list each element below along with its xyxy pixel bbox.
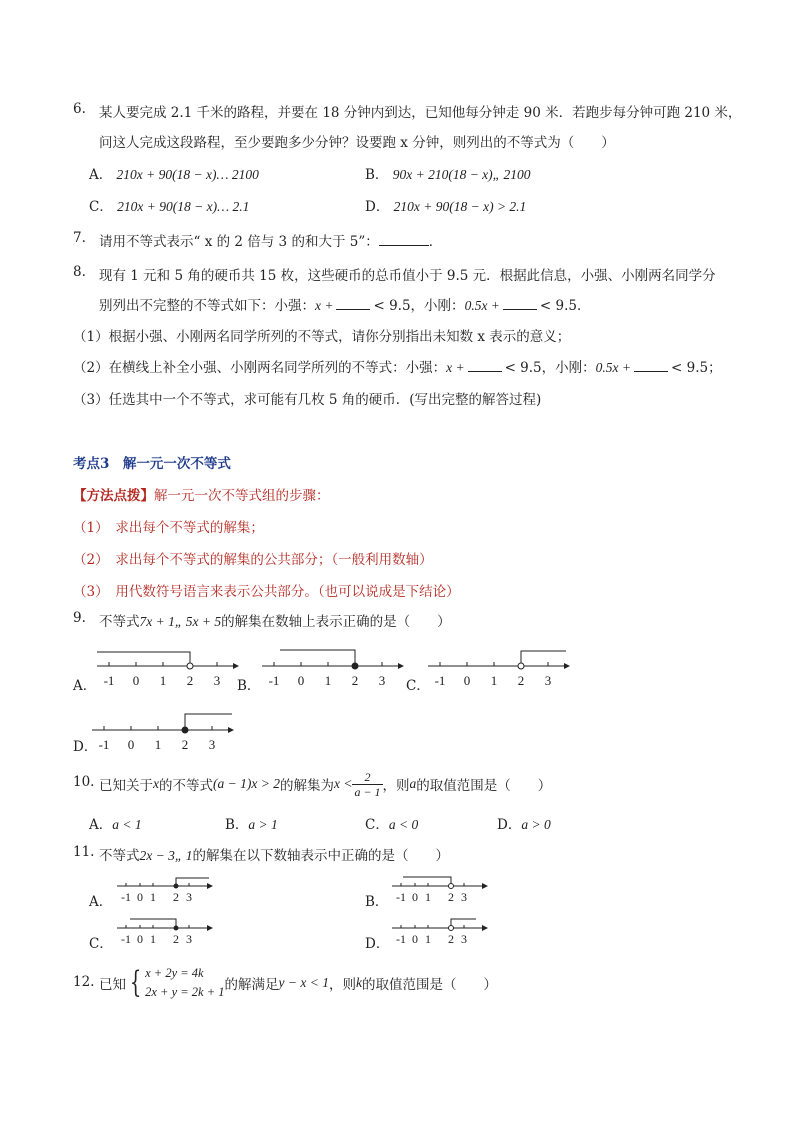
method-tip — [73, 484, 330, 504]
q11-inequality: 2x − 3„ 1 — [139, 848, 193, 863]
option-label: B． — [365, 167, 389, 183]
tick-label: 3 — [461, 890, 467, 904]
q8-sub2-part: < 9.5； — [671, 360, 722, 376]
option-text: 210x + 90(18 − x)… 2.1 — [117, 199, 250, 214]
axis-arrow-icon — [482, 883, 488, 889]
tick-label: 0 — [297, 673, 305, 688]
option-label: C． — [365, 817, 389, 833]
axis-arrow-icon — [207, 883, 213, 889]
tick-label: 2 — [186, 673, 194, 688]
q9-number-line-b[interactable] — [260, 640, 405, 690]
q10-text-part: 的不等式 — [159, 778, 213, 794]
answer-blank[interactable] — [336, 309, 370, 310]
option-text: 210x + 90(18 − x) > 2.1 — [393, 199, 527, 214]
tick-label: 1 — [324, 673, 332, 688]
q7-end: ． — [428, 234, 443, 250]
tick-label: 2 — [351, 673, 359, 688]
tip-label: 【方法点拨】 — [73, 488, 154, 504]
axis-arrow-icon — [564, 663, 570, 669]
solution-bracket — [185, 714, 232, 730]
tick-label: -1 — [434, 673, 446, 688]
q9-number: 9. — [73, 610, 86, 626]
q12-condition: y − x < 1 — [278, 975, 330, 990]
q12-number: 12. — [73, 974, 95, 990]
equation-2: 2x + y = 2k + 1 — [145, 985, 225, 999]
open-point — [187, 663, 193, 669]
tick-label: -1 — [121, 932, 131, 946]
tick-label: 3 — [186, 890, 192, 904]
q11-number-line-d[interactable] — [390, 914, 490, 946]
option-text: a > 0 — [521, 817, 551, 832]
q9-option-b-label[interactable]: B． — [237, 678, 261, 694]
q10-solution: x < — [333, 776, 353, 791]
solution-bracket — [521, 651, 566, 666]
q10-text-part: 的取值范围是（ ） — [416, 778, 552, 794]
q8-sub3: （3）任选其中一个不等式，求可能有几枚 5 角的硬币．(写出完整的解答过程) — [73, 392, 542, 408]
option-label: C． — [89, 199, 113, 215]
q8-sub2-expr: x + — [446, 360, 465, 375]
q11-option-c-label[interactable]: C． — [89, 936, 113, 952]
system-brace-icon: { — [129, 965, 142, 1000]
tick-label: -1 — [268, 673, 280, 688]
q9-number-line-d[interactable] — [90, 704, 235, 754]
q8-number: 8. — [73, 264, 86, 280]
tick-label: 0 — [137, 932, 143, 946]
axis-arrow-icon — [207, 925, 213, 931]
q11-number: 11. — [73, 844, 95, 860]
q6-option-b[interactable] — [365, 163, 531, 183]
option-label: A． — [89, 167, 113, 183]
tick-label: 2 — [181, 737, 189, 752]
q6-text-line1: 某人要完成 2.1 千米的路程，并要在 18 分钟内到达，已知他每分钟走 90 米．若跑步每分钟可跑 210 米， — [99, 105, 742, 121]
solution-bracket — [403, 877, 451, 886]
q12-text — [99, 962, 497, 1004]
q10-var: x — [153, 776, 159, 791]
tick-label: 2 — [173, 890, 179, 904]
q6-number: 6. — [73, 101, 86, 117]
tick-label: 0 — [412, 890, 418, 904]
ticks — [109, 662, 217, 666]
tick-label: 2 — [448, 932, 454, 946]
option-text: 90x + 210(18 − x)„ 2100 — [392, 167, 531, 182]
q11-number-line-a[interactable] — [115, 872, 215, 904]
tick-label: -1 — [121, 890, 131, 904]
q10-var: a — [409, 776, 417, 791]
q9-number-line-c[interactable] — [426, 640, 571, 690]
q8-line2-expr: 0.5x + — [464, 298, 500, 313]
tip-text: 解一元一次不等式组的步骤： — [154, 488, 330, 504]
method-step-2: （2） 求出每个不等式的解集的公共部分；（一般利用数轴） — [73, 552, 433, 568]
ticks — [104, 726, 212, 730]
q11-text-part: 的解集在以下数轴表示中正确的是（ ） — [192, 848, 449, 864]
q10-text — [99, 768, 551, 800]
solution-bracket — [176, 878, 209, 886]
tick-label: -1 — [396, 890, 406, 904]
answer-blank[interactable] — [468, 371, 502, 372]
tick-label: 1 — [150, 890, 156, 904]
q12-text-part: ，则 — [329, 977, 357, 993]
tick-label: 1 — [154, 737, 162, 752]
option-text: 210x + 90(18 − x)… 2100 — [116, 167, 259, 182]
tick-label: 0 — [412, 932, 418, 946]
tick-label: 0 — [127, 737, 135, 752]
q8-text-line2 — [99, 294, 591, 314]
q12-text-part: 的解满足 — [224, 977, 279, 993]
answer-blank[interactable] — [379, 245, 429, 246]
tick-label: 1 — [159, 673, 167, 688]
tick-label: 1 — [425, 890, 431, 904]
tick-label: 3 — [461, 932, 467, 946]
tick-label: 3 — [208, 737, 216, 752]
tick-label: -1 — [98, 737, 110, 752]
q6-option-a[interactable] — [89, 163, 259, 183]
answer-blank[interactable] — [503, 309, 537, 310]
q11-option-d-label[interactable]: D． — [365, 936, 390, 952]
tick-label: 2 — [173, 932, 179, 946]
axis-arrow-icon — [228, 727, 234, 733]
tick-label: 1 — [150, 932, 156, 946]
q9-option-c-label[interactable]: C． — [406, 678, 430, 694]
method-step-3: （3） 用代数符号语言来表示公共部分。（也可以说成是下结论） — [73, 584, 460, 600]
open-point — [518, 663, 524, 669]
q7-number: 7. — [73, 230, 86, 246]
tick-label: 3 — [213, 673, 221, 688]
axis-arrow-icon — [398, 663, 404, 669]
q9-option-a-label[interactable]: A． — [73, 678, 97, 694]
q8-sub1: （1）根据小强、小刚两名同学所列的不等式，请你分别指出未知数 x 表示的意义； — [73, 329, 571, 345]
q10-option-d[interactable] — [497, 813, 551, 833]
q10-option-c[interactable] — [365, 813, 418, 833]
tick-label: 3 — [378, 673, 386, 688]
q11-number-line-b[interactable] — [390, 872, 490, 904]
closed-point — [174, 884, 179, 889]
tick-label: 2 — [448, 890, 454, 904]
option-label: D． — [365, 199, 390, 215]
tick-label: 0 — [137, 890, 143, 904]
q8-sub2-part: （2）在横线上补全小强、小刚两名同学所列的不等式：小强： — [73, 360, 447, 376]
q10-inequality: (a − 1)x > 2 — [213, 776, 280, 791]
q10-number: 10. — [73, 774, 95, 790]
answer-blank[interactable] — [634, 371, 668, 372]
solution-bracket — [280, 650, 355, 666]
q10-text-part: ，则 — [382, 778, 410, 794]
tick-label: 1 — [425, 932, 431, 946]
closed-point — [174, 926, 179, 931]
q8-line2-part: 别列出不完整的不等式如下：小强： — [99, 298, 315, 314]
q8-sub2-part: < 9.5，小刚： — [504, 360, 596, 376]
option-label: A． — [89, 817, 113, 833]
option-label: B． — [225, 817, 249, 833]
q11-option-b-label[interactable]: B． — [365, 894, 389, 910]
tick-label: 1 — [490, 673, 498, 688]
option-text: a < 0 — [388, 817, 419, 832]
q7-prompt: 请用不等式表示“ x 的 2 倍与 3 的和大于 5”： — [99, 234, 379, 250]
option-text: a < 1 — [112, 817, 142, 832]
fraction-denominator: a − 1 — [354, 784, 381, 799]
q9-text — [99, 610, 451, 630]
open-point — [449, 926, 454, 931]
q8-text-line1: 现有 1 元和 5 角的硬币共 15 枚，这些硬币的总币值小于 9.5 元．根据此信息，小强、小刚两名同学分 — [99, 268, 716, 284]
q12-text-part: 已知 — [99, 977, 126, 993]
q8-line2-part: < 9.5，小刚： — [373, 298, 465, 314]
ticks — [440, 662, 548, 666]
q11-text — [99, 844, 449, 864]
option-text: a > 1 — [248, 817, 278, 832]
q9-text-part: 不等式 — [99, 614, 140, 630]
tick-label: 3 — [544, 673, 552, 688]
open-point — [449, 884, 454, 889]
q10-option-a[interactable] — [89, 813, 142, 833]
tick-label: 2 — [517, 673, 525, 688]
q10-text-part: 已知关于 — [99, 778, 153, 794]
q8-line2-expr: x + — [315, 298, 334, 313]
tick-label: 0 — [463, 673, 471, 688]
tick-label: -1 — [103, 673, 115, 688]
q11-text-part: 不等式 — [99, 848, 140, 864]
ticks — [274, 662, 382, 666]
fraction-numerator: 2 — [352, 770, 382, 785]
q7-text — [99, 230, 442, 250]
q8-sub2 — [73, 356, 722, 376]
method-step-1: （1） 求出每个不等式的解集； — [73, 520, 264, 536]
axis-arrow-icon — [233, 663, 239, 669]
q9-option-d-label[interactable]: D． — [73, 739, 98, 755]
option-label: D． — [497, 817, 522, 833]
q12-var: k — [356, 975, 363, 990]
solution-bracket — [97, 652, 190, 666]
q12-text-part: 的取值范围是（ ） — [362, 977, 498, 993]
q11-number-line-c[interactable] — [115, 914, 215, 946]
tick-label: 0 — [132, 673, 140, 688]
equation-system — [145, 964, 224, 1002]
section-heading: 考点3 解一元一次不等式 — [73, 456, 231, 472]
closed-point — [352, 663, 358, 669]
q10-text-part: 的解集为 — [279, 778, 334, 794]
tick-label: 3 — [186, 932, 192, 946]
q8-line2-part: < 9.5． — [539, 298, 591, 314]
q10-option-b[interactable] — [225, 813, 278, 833]
q8-sub2-expr: 0.5x + — [595, 360, 632, 375]
q9-inequality: 7x + 1„ 5x + 5 — [139, 614, 222, 629]
q11-option-a-label[interactable]: A． — [89, 894, 113, 910]
equation-1: x + 2y = 4k — [145, 966, 204, 980]
q6-text-line2: 问这人完成这段路程，至少要跑多少分钟？设要跑 x 分钟，则列出的不等式为（ ） — [99, 135, 615, 151]
q10-fraction — [352, 770, 382, 799]
tick-label: -1 — [396, 932, 406, 946]
q9-number-line-a[interactable] — [95, 640, 240, 690]
q6-option-d[interactable] — [365, 195, 526, 215]
q9-text-part: 的解集在数轴上表示正确的是（ ） — [221, 614, 451, 630]
closed-point — [182, 727, 188, 733]
axis-arrow-icon — [482, 925, 488, 931]
q6-option-c[interactable] — [89, 195, 249, 215]
